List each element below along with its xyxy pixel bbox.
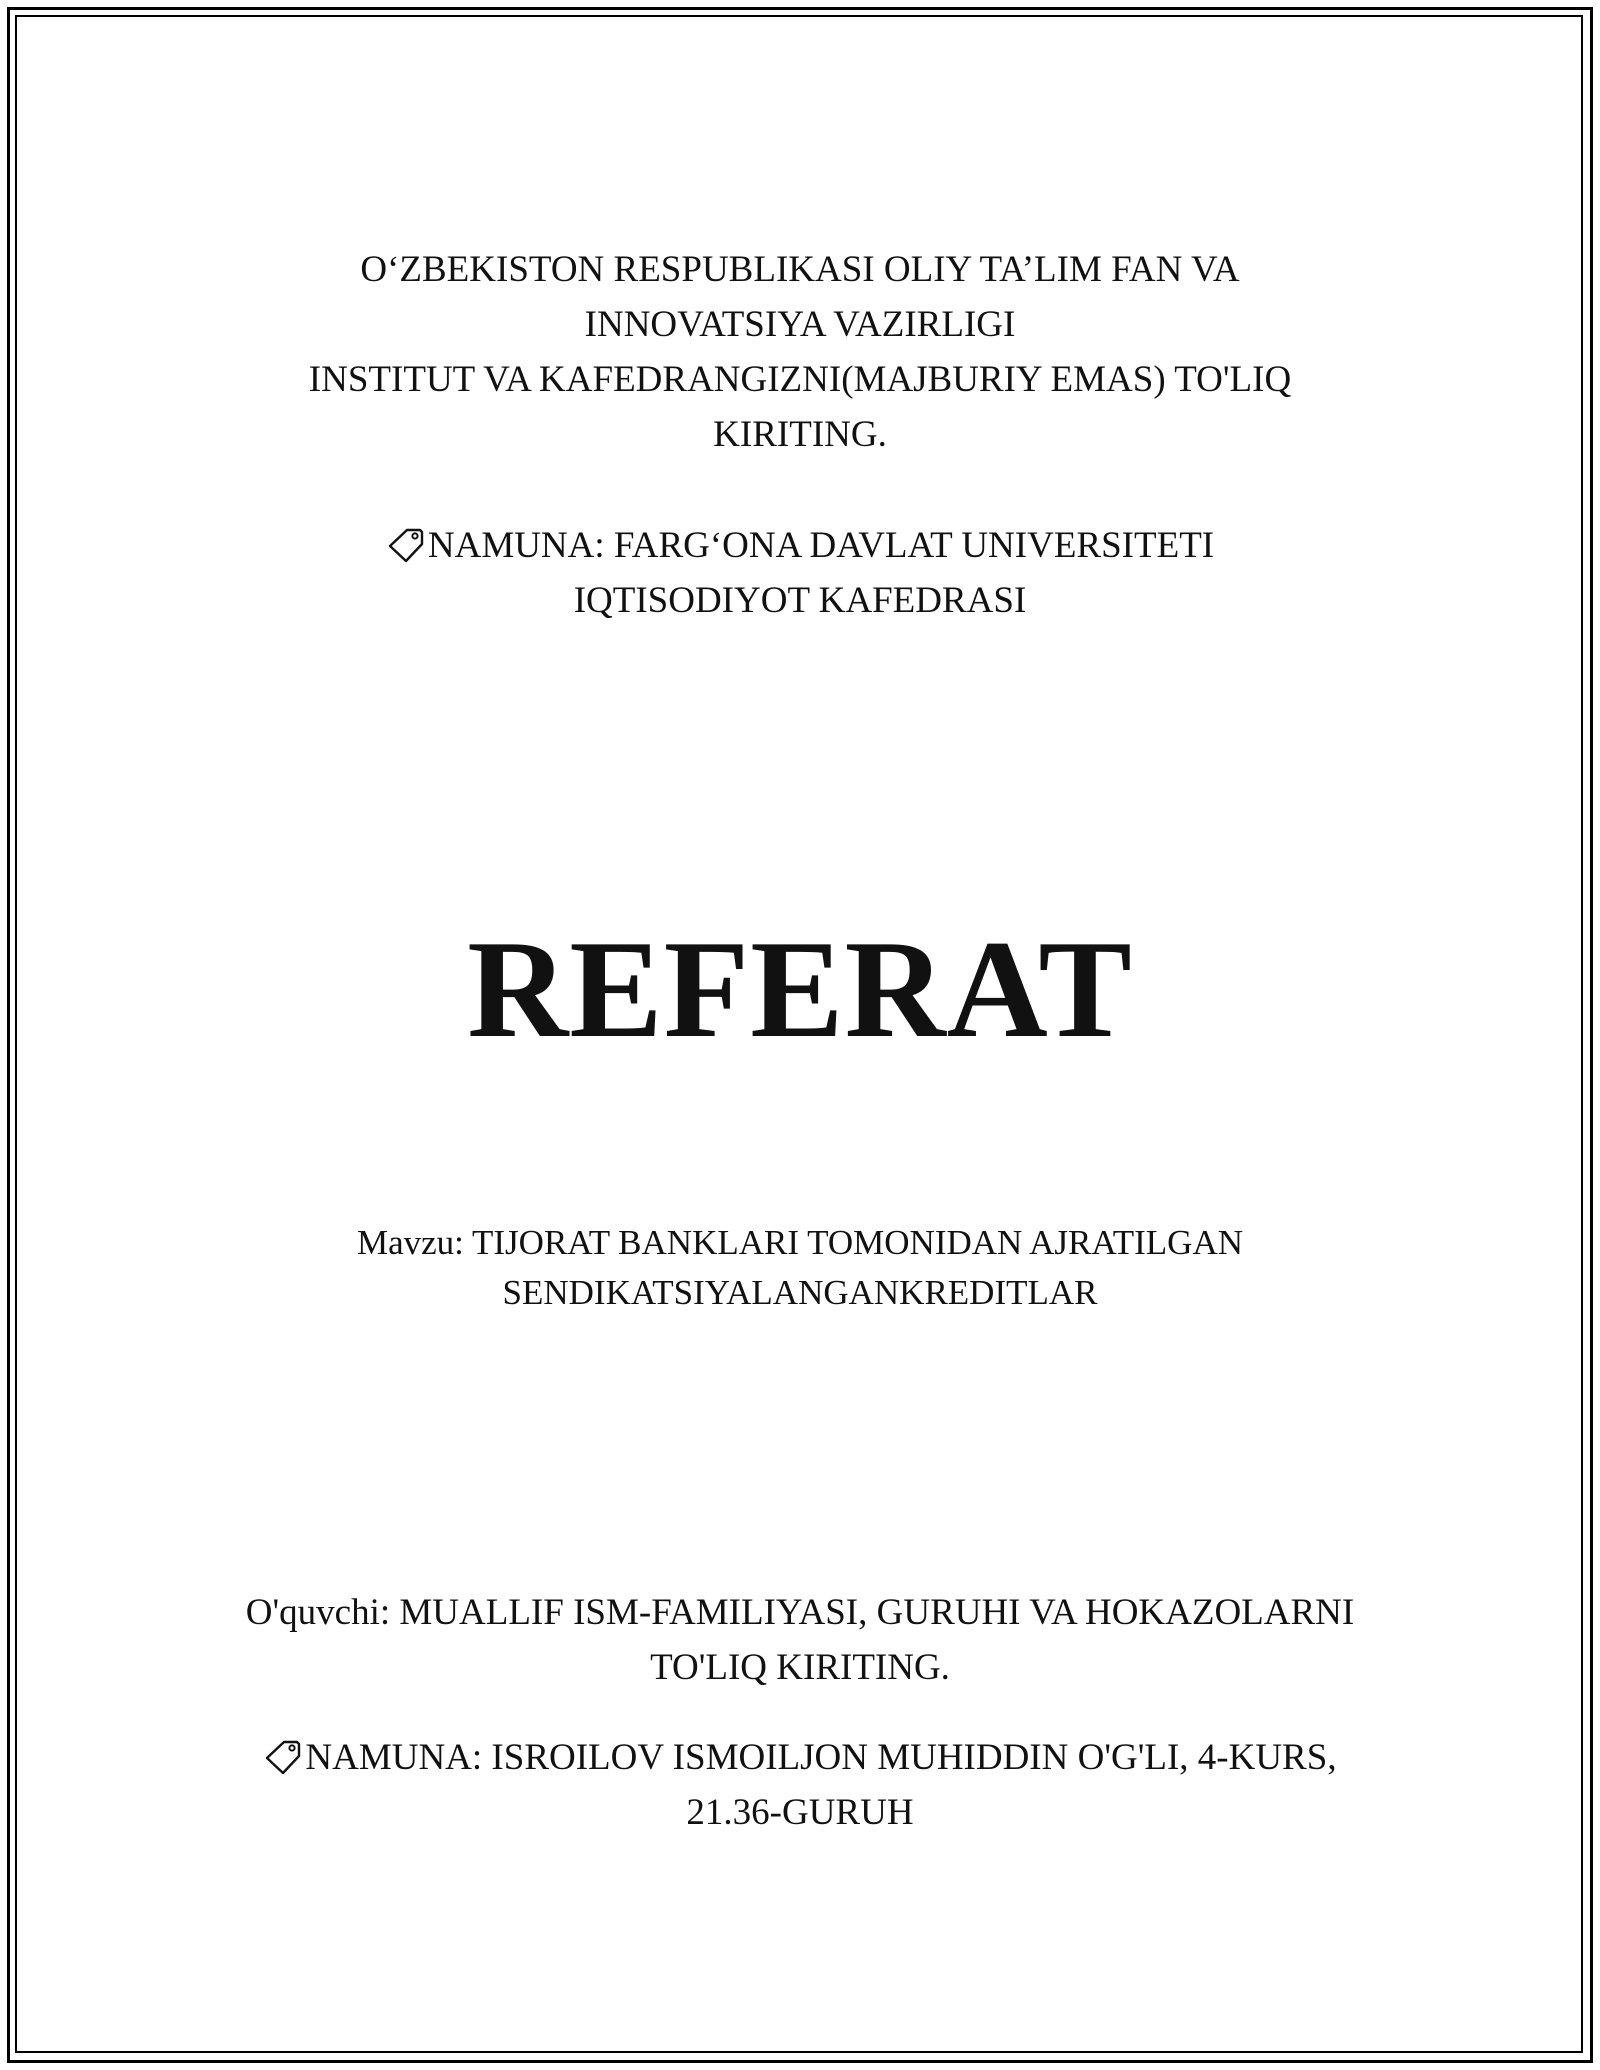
student-sample-line [0,1730,1600,1785]
tag-icon [263,1739,303,1775]
tag-icon [386,527,426,563]
topic-line: SENDIKATSIYALANGANKREDITLAR [502,1273,1098,1312]
header-line: KIRITING. [713,414,887,455]
student-line: TO'LIQ KIRITING. [650,1647,950,1688]
topic-line: Mavzu: TIJORAT BANKLARI TOMONIDAN AJRATILGAN [356,1223,1244,1262]
student-line: O'quvchi: MUALLIF ISM-FAMILIYASI, GURUHI VA HOKAZOLARNI [245,1592,1355,1633]
header-line: INNOVATSIYA VAZIRLIGI [584,304,1016,345]
institute-sample-line: IQTISODIYOT KAFEDRASI [573,580,1027,621]
institute-sample [0,518,1600,628]
student-sample-line: 21.36-GURUH [686,1792,914,1833]
topic [0,1218,1600,1318]
document-title [0,905,1600,1075]
student-info [0,1585,1600,1695]
institute-sample-text: NAMUNA: FARG‘ONA DAVLAT UNIVERSITETI [427,525,1215,566]
header-line: INSTITUT VA KAFEDRANGIZNI(MAJBURIY EMAS) TO'LIQ [308,359,1292,400]
student-sample [0,1730,1600,1840]
header-line: O‘ZBEKISTON RESPUBLIKASI OLIY TA’LIM FAN VA [360,249,1240,290]
student-sample-text: NAMUNA: ISROILOV ISMOILJON MUHIDDIN O'G'LI, 4-KURS, [305,1737,1337,1778]
title-text: REFERAT [467,912,1133,1067]
ministry-header [0,242,1600,462]
institute-sample-line [0,518,1600,573]
